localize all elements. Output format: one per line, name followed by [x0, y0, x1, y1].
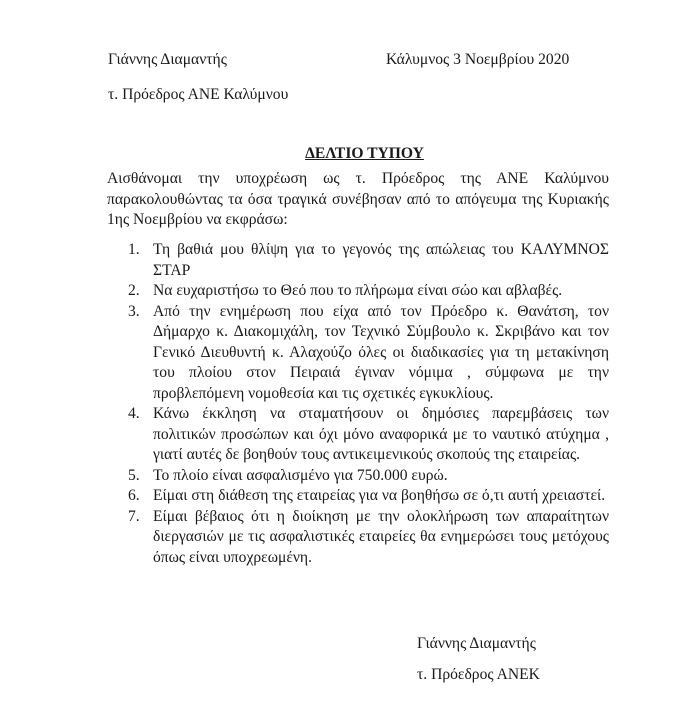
list-item [107, 240, 609, 281]
list-item-number: 5. [128, 466, 140, 484]
list-item [107, 466, 609, 487]
list-item-number: 7. [128, 507, 140, 525]
list-item-text: Από την ενημέρωση που είχα από τον Πρόεδρο κ. Θανάτση, τον Δήμαρχο κ. Διακομιχάλη, τον Τεχνικό Σύμβουλο κ. Σκριβάνο και τον Γενικό Διευθυντή κ. Αλαχούζο όλες οι διαδικασίες για τη μετακίνηση του πλοίου στον Πειραιά έγιναν νόμιμα , σύμφωνα με την προβλεπόμενη νομοθεσία και τις σχετικές εγκυκλίους. [153, 302, 609, 402]
list-item-number: 1. [128, 241, 140, 258]
statement-list [107, 230, 609, 568]
list-item-text: Το πλοίο είναι ασφαλισμένο για 750.000 ευρώ. [153, 466, 448, 484]
place-date: Κάλυμνος 3 Νοεμβρίου 2020 [386, 51, 570, 68]
signature-title: τ. Πρόεδρος ΑΝΕΚ [417, 666, 540, 683]
list-item-number: 4. [128, 405, 140, 422]
list-item [107, 507, 609, 569]
list-item [107, 404, 609, 466]
list-item-text: Είμαι στη διάθεση της εταιρείας για να βοηθήσω σε ό,τι αυτή χρειαστεί. [153, 487, 606, 504]
list-item-number: 2. [128, 282, 140, 299]
list-item-number: 6. [128, 487, 140, 504]
list-item-text: Να ευχαριστήσω το Θεό που το πλήρωμα είναι σώο και αβλαβές. [153, 282, 563, 299]
author-name: Γιάννης Διαμαντής [108, 51, 227, 68]
list-item [107, 486, 609, 507]
signature-name: Γιάννης Διαμαντής [417, 635, 536, 652]
list-item-number: 3. [128, 302, 140, 320]
list-item [107, 281, 609, 302]
list-item-text: Κάνω έκκληση να σταματήσουν οι δημόσιες παρεμβάσεις των πολιτικών προσώπων και όχι μόνο αναφορικά με το ναυτικό ατύχημα , γιατί αυτές δε βοηθούν τους αντικειμενικούς σκοπούς της εταιρείας. [153, 405, 609, 463]
document-title: ΔΕΛΤΙΟ ΤΥΠΟΥ [305, 145, 424, 162]
author-title: τ. Πρόεδρος ΑΝΕ Καλύμνου [108, 86, 289, 103]
list-item-text: Τη βαθιά μου θλίψη για το γεγονός της απώλειας του ΚΑΛΥΜΝΟΣ ΣΤΑΡ [153, 241, 609, 279]
list-item-text: Είμαι βέβαιος ότι η διοίκηση με την ολοκλήρωση των απαραίτητων διεργασιών με τις ασφαλιστικές εταιρείες θα ενημερώσει τους μετόχους όπως είναι υποχρεωμένη. [153, 507, 609, 566]
intro-paragraph: Αισθάνομαι την υποχρέωση ως τ. Πρόεδρος της ΑΝΕ Καλύμνου παρακολουθώντας τα όσα τραγικά συνέβησαν από το απόγευμα της Κυριακής 1ης Νοεμβρίου να εκφράσω: [107, 170, 609, 228]
list-item [107, 302, 609, 405]
